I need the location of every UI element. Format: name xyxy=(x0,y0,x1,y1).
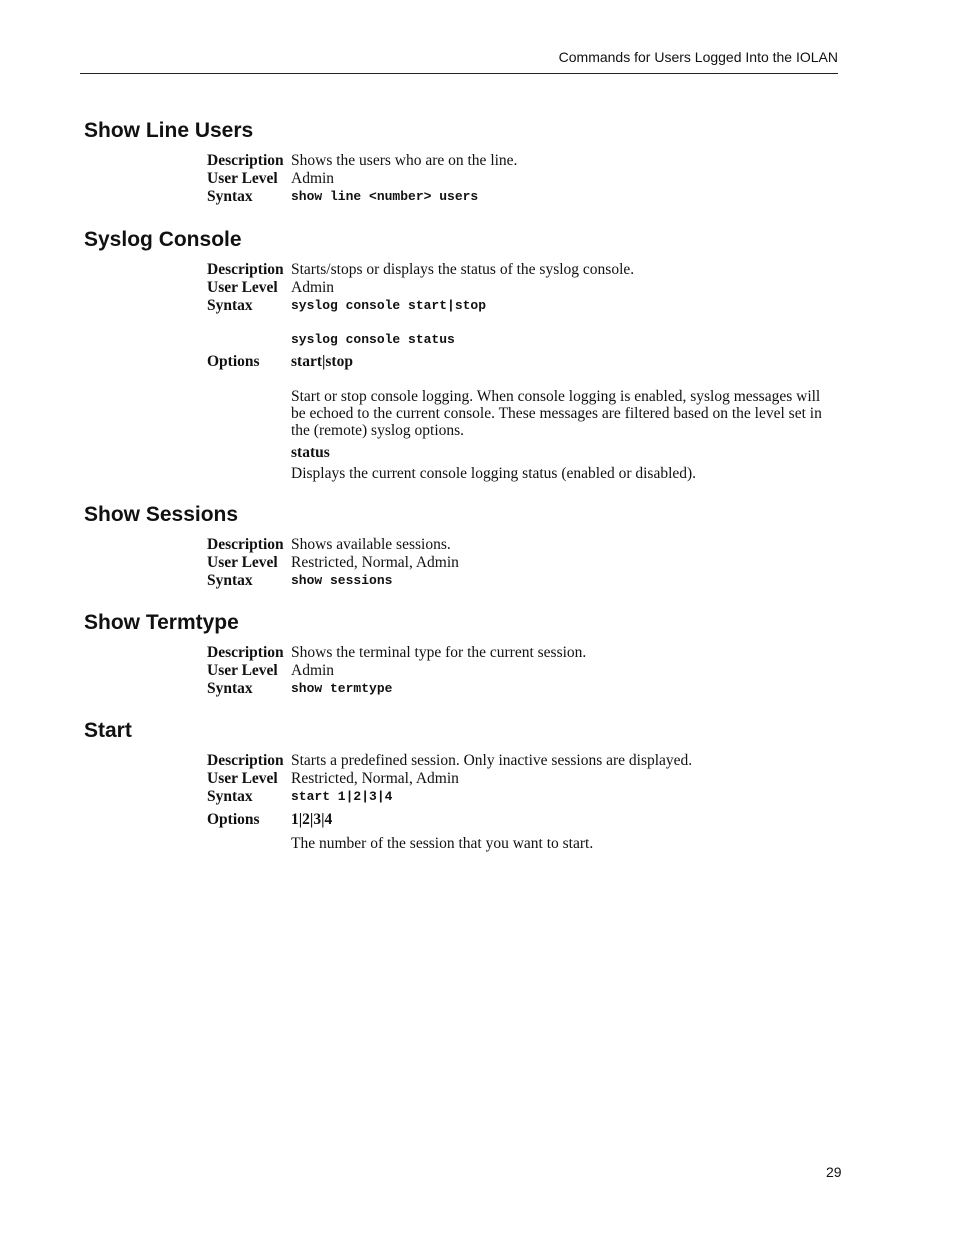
syntax-row-2 xyxy=(207,331,827,349)
syntax-row xyxy=(207,188,827,206)
section-show-sessions xyxy=(84,502,844,589)
section-show-line-users xyxy=(84,118,844,205)
description-row xyxy=(207,752,827,770)
description-label: Description xyxy=(207,644,284,661)
syntax-label: Syntax xyxy=(207,188,253,205)
section-title: Show Termtype xyxy=(84,611,239,634)
user-level-value: Admin xyxy=(291,170,335,187)
syntax-value: syslog console start|stop xyxy=(291,298,487,313)
user-level-value: Restricted, Normal, Admin xyxy=(291,770,459,787)
options-row xyxy=(207,353,827,371)
section-title: Show Line Users xyxy=(84,119,254,142)
section-start xyxy=(84,718,844,852)
syntax-label: Syntax xyxy=(207,572,253,589)
option-name: status xyxy=(291,444,330,461)
syntax-row xyxy=(207,297,827,315)
description-value: Shows the users who are on the line. xyxy=(291,152,518,169)
description-row xyxy=(207,536,827,554)
user-level-label: User Level xyxy=(207,170,278,187)
user-level-row xyxy=(207,770,827,788)
description-value: Starts a predefined session. Only inactive sessions are displayed. xyxy=(291,752,693,769)
user-level-row xyxy=(207,279,827,297)
section-title: Syslog Console xyxy=(84,228,242,251)
syntax-label: Syntax xyxy=(207,680,253,697)
syntax-value: start 1|2|3|4 xyxy=(291,789,393,804)
user-level-value: Admin xyxy=(291,662,335,679)
user-level-label: User Level xyxy=(207,770,278,787)
description-label: Description xyxy=(207,752,284,769)
options-row xyxy=(207,811,827,829)
description-value: Shows the terminal type for the current session. xyxy=(291,644,587,661)
header-title: Commands for Users Logged Into the IOLAN xyxy=(558,49,838,65)
description-row xyxy=(207,261,827,279)
field-rows xyxy=(207,644,827,698)
description-value: Shows available sessions. xyxy=(291,536,451,553)
user-level-row xyxy=(207,170,827,188)
user-level-label: User Level xyxy=(207,554,278,571)
syntax-value: show termtype xyxy=(291,681,393,696)
option-description: Displays the current console logging status (enabled or disabled). xyxy=(291,465,697,482)
section-syslog-console xyxy=(84,227,844,482)
syntax-label: Syntax xyxy=(207,788,253,805)
option-name: start|stop xyxy=(291,353,353,370)
section-show-termtype xyxy=(84,610,844,697)
options-label: Options xyxy=(207,353,260,370)
option-description: The number of the session that you want to start. xyxy=(291,835,594,852)
description-label: Description xyxy=(207,261,284,278)
description-value: Starts/stops or displays the status of the syslog console. xyxy=(291,261,635,278)
option-name: 1|2|3|4 xyxy=(291,811,333,828)
syntax-value: show line <number> users xyxy=(291,189,479,204)
option-description: Start or stop console logging. When console logging is enabled, syslog messages will be echoed to the current console. These messages are filtered based on the level set in the (remote) syslog options. xyxy=(291,388,822,439)
page-number: 29 xyxy=(826,1164,842,1180)
syntax-row xyxy=(207,680,827,698)
options-label: Options xyxy=(207,811,260,828)
user-level-label: User Level xyxy=(207,662,278,679)
user-level-row xyxy=(207,554,827,572)
section-title: Start xyxy=(84,719,132,742)
syntax-row xyxy=(207,788,827,806)
field-rows xyxy=(207,152,827,206)
field-rows xyxy=(207,536,827,590)
syntax-row xyxy=(207,572,827,590)
field-rows xyxy=(207,752,827,852)
syntax-value-2: syslog console status xyxy=(291,332,455,347)
description-label: Description xyxy=(207,536,284,553)
user-level-value: Admin xyxy=(291,279,335,296)
syntax-value: show sessions xyxy=(291,573,393,588)
section-title: Show Sessions xyxy=(84,503,239,526)
description-row xyxy=(207,644,827,662)
field-rows xyxy=(207,261,827,482)
description-label: Description xyxy=(207,152,284,169)
syntax-label: Syntax xyxy=(207,297,253,314)
user-level-value: Restricted, Normal, Admin xyxy=(291,554,459,571)
description-row xyxy=(207,152,827,170)
user-level-row xyxy=(207,662,827,680)
running-header xyxy=(80,48,838,74)
user-level-label: User Level xyxy=(207,279,278,296)
